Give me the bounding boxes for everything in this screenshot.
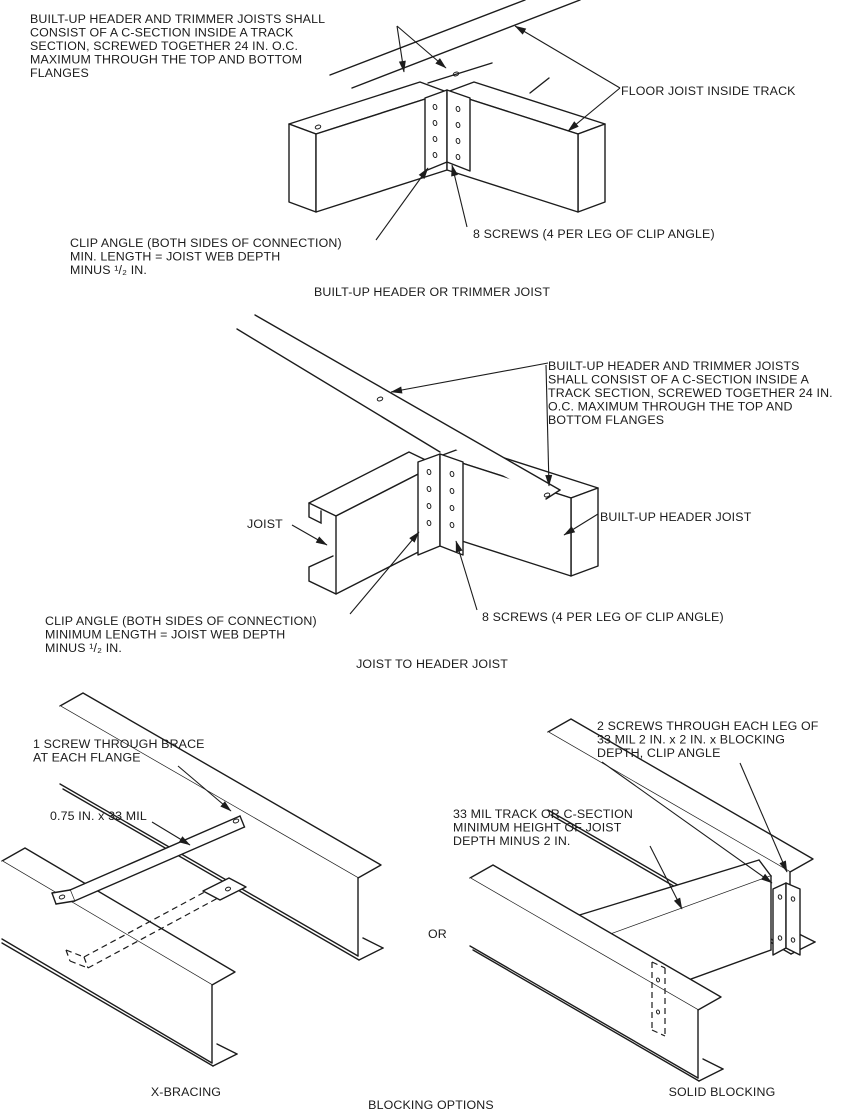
built-up-note-line: SHALL CONSIST OF A C-SECTION INSIDE A [548, 372, 809, 387]
clip-screws-note-line: 33 MIL 2 IN. x 2 IN. x BLOCKING [597, 732, 786, 747]
clip-angle-note-line: MINIMUM LENGTH = JOIST WEB DEPTH [45, 627, 286, 642]
clip-screws-note-line: DEPTH, CLIP ANGLE [597, 746, 721, 760]
joist-tick-mark [530, 78, 549, 93]
built-up-note-line: FLANGES [30, 66, 89, 80]
brace-note-line: 1 SCREW THROUGH BRACE [33, 737, 205, 751]
screws-label: 8 SCREWS (4 PER LEG OF CLIP ANGLE) [473, 227, 715, 241]
brace-note-line: AT EACH FLANGE [33, 750, 141, 765]
clip-angle-note-line: CLIP ANGLE (BOTH SIDES OF CONNECTION) [45, 614, 317, 628]
screws-label: 8 SCREWS (4 PER LEG OF CLIP ANGLE) [482, 610, 724, 624]
clip-angle-note-line: CLIP ANGLE (BOTH SIDES OF CONNECTION) [70, 236, 342, 250]
clip-screws-note-line: 2 SCREWS THROUGH EACH LEG OF [597, 719, 819, 733]
built-up-note-line: O.C. MAXIMUM THROUGH THE TOP AND [548, 399, 793, 414]
built-up-note-line: MAXIMUM THROUGH THE TOP AND BOTTOM [30, 52, 303, 67]
blocking-clip-angle [773, 883, 800, 955]
clip-angle-note-line: MINUS ¹/₂ IN. [45, 641, 122, 655]
diagram2-caption: JOIST TO HEADER JOIST [356, 657, 508, 671]
bottom-labels [368, 927, 494, 1112]
floor-joist-label: FLOOR JOIST INSIDE TRACK [621, 84, 796, 98]
clip-angle-note-line: MIN. LENGTH = JOIST WEB DEPTH [70, 249, 281, 264]
track-note-line: DEPTH MINUS 2 IN. [453, 834, 571, 848]
track-note-line: MINIMUM HEIGHT OF JOIST [453, 820, 622, 835]
built-up-note-line: CONSIST OF A C-SECTION INSIDE A TRACK [30, 25, 294, 40]
built-up-header-joist-label: BUILT-UP HEADER JOIST [600, 510, 752, 524]
solid-blocking-caption: SOLID BLOCKING [668, 1085, 776, 1099]
track-note-line: 33 MIL TRACK OR C-SECTION [453, 807, 634, 821]
built-up-note-line: BUILT-UP HEADER AND TRIMMER JOISTS SHALL [30, 12, 326, 26]
built-up-header-joist [440, 446, 598, 576]
clip-angle [425, 90, 470, 171]
joist-label: JOIST [247, 517, 283, 531]
track-flange-edge [428, 63, 492, 83]
built-up-note-line: BUILT-UP HEADER AND TRIMMER JOISTS [548, 359, 800, 373]
diagram-solid-blocking [453, 719, 819, 1099]
diagram-x-bracing [2, 693, 383, 1099]
diagram1-caption: BUILT-UP HEADER OR TRIMMER JOIST [313, 285, 551, 299]
diagram-built-up-header-or-trimmer-joist [30, 0, 796, 299]
or-label: OR [428, 927, 447, 941]
trimmer-joist-left [289, 82, 447, 212]
built-up-note-line: BOTTOM FLANGES [548, 413, 665, 427]
c-section-joist [309, 452, 436, 594]
header-joist-right [447, 82, 605, 212]
built-up-note-line: TRACK SECTION, SCREWED TOGETHER 24 IN. [548, 386, 833, 400]
built-up-note-line: SECTION, SCREWED TOGETHER 24 IN. O.C. [30, 39, 299, 53]
x-bracing-caption: X-BRACING [150, 1085, 222, 1099]
strap-size-label: 0.75 IN. x 33 MIL [50, 809, 147, 823]
diagram-joist-to-header-joist [45, 315, 833, 671]
clip-angle [418, 454, 463, 555]
clip-angle-note-line: MINUS ¹/₂ IN. [70, 263, 147, 277]
blocking-options-caption: BLOCKING OPTIONS [368, 1098, 494, 1112]
